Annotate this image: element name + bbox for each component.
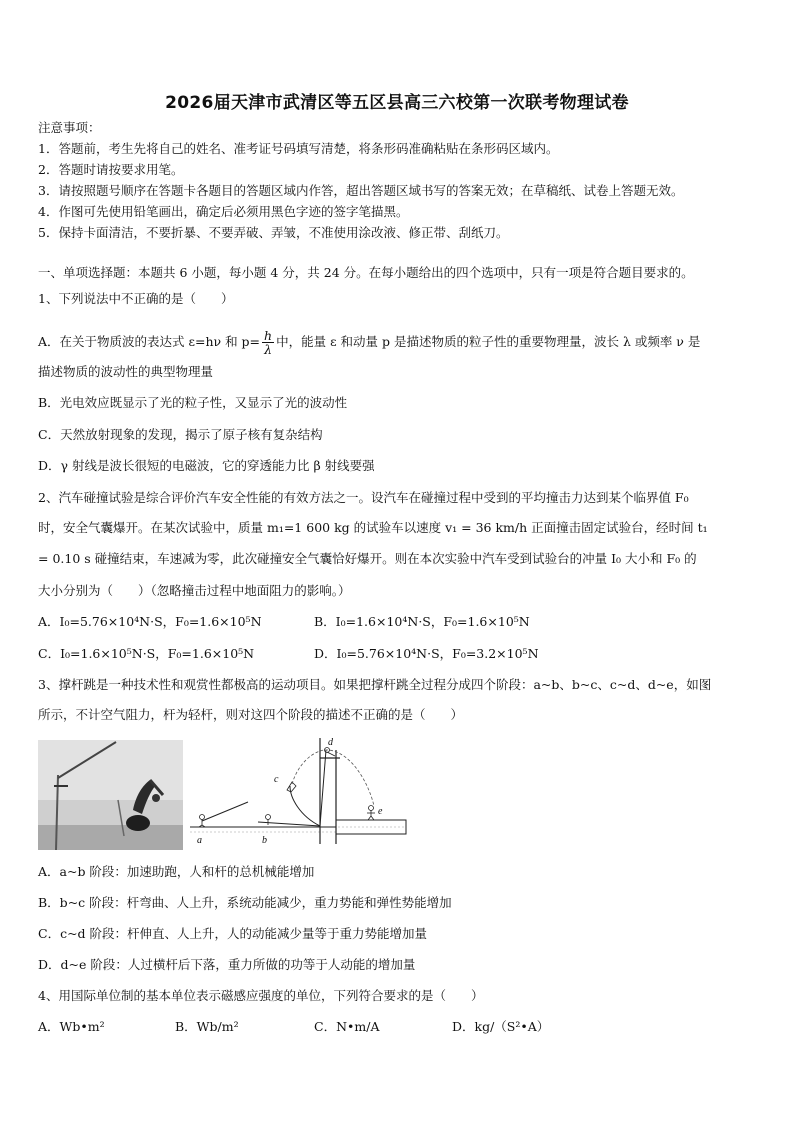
question-4-option-b: B．Wb/m²	[175, 1019, 239, 1034]
option-a-text-pre: A．在关于物质波的表达式 ε=hν 和 p=	[38, 334, 261, 349]
notice-item: 3．请按照题号顺序在答题卡各题目的答题区域内作答，超出答题区域书写的答案无效；在草稿纸、试卷上答题无效。	[38, 183, 684, 198]
question-2-line: 大小分别为（ ）（忽略撞击过程中地面阻力的影响。）	[38, 583, 351, 598]
question-3-option-b: B．b~c 阶段：杆弯曲、人上升，系统动能减少，重力势能和弹性势能增加	[38, 895, 452, 910]
diagram-label-c: c	[274, 774, 279, 785]
diagram-label-b: b	[262, 835, 267, 846]
notice-item: 2．答题时请按要求用笔。	[38, 162, 184, 177]
pole-vault-diagram	[188, 736, 418, 854]
option-a-text-post: 中，能量 ε 和动量 p 是描述物质的粒子性的重要物理量，波长 λ 或频率 ν 是	[276, 334, 701, 349]
question-3-option-a: A．a~b 阶段：加速助跑，人和杆的总机械能增加	[38, 864, 315, 879]
notice-item: 1．答题前，考生先将自己的姓名、准考证号码填写清楚，将条形码准确粘贴在条形码区域内。	[38, 141, 559, 156]
notice-heading: 注意事项：	[38, 120, 101, 135]
question-1-option-b: B．光电效应既显示了光的粒子性，又显示了光的波动性	[38, 395, 348, 410]
question-1-option-a	[38, 329, 700, 356]
pole-vault-photo-graphic	[38, 740, 183, 850]
question-2-option-b: B．I₀=1.6×10⁴N·S，F₀=1.6×10⁵N	[314, 614, 530, 629]
notice-item: 4．作图可先使用铅笔画出，确定后必须用黑色字迹的签字笔描黑。	[38, 204, 409, 219]
diagram-label-d: d	[328, 737, 333, 748]
question-2-option-a: A．I₀=5.76×10⁴N·S，F₀=1.6×10⁵N	[38, 614, 262, 629]
diagram-label-a: a	[197, 835, 202, 846]
question-3-line: 所示，不计空气阻力，杆为轻杆，则对这四个阶段的描述不正确的是（ ）	[38, 707, 464, 722]
question-4-stem: 4、用国际单位制的基本单位表示磁感应强度的单位，下列符合要求的是（ ）	[38, 988, 484, 1003]
page-title: 2026届天津市武清区等五区县高三六校第一次联考物理试卷	[165, 93, 629, 113]
question-3-option-d: D．d~e 阶段：人过横杆后下落，重力所做的功等于人动能的增加量	[38, 957, 416, 972]
fraction	[262, 329, 274, 356]
fraction-denominator: λ	[264, 342, 273, 357]
question-1-option-d: D．γ 射线是波长很短的电磁波，它的穿透能力比 β 射线要强	[38, 458, 375, 473]
pole-vault-photo	[38, 740, 183, 850]
question-3-line: 3、撑杆跳是一种技术性和观赏性都极高的运动项目。如果把撑杆跳全过程分成四个阶段：a~b、b~c、c~d、d~e，如图	[38, 677, 712, 692]
diagram-label-e: e	[378, 806, 383, 817]
question-2-line: 2、汽车碰撞试验是综合评价汽车安全性能的有效方法之一。设汽车在碰撞过程中受到的平均撞击力达到某个临界值 F₀	[38, 490, 689, 505]
pole-vault-diagram-graphic	[188, 736, 418, 854]
question-2-option-d: D．I₀=5.76×10⁴N·S，F₀=3.2×10⁵N	[314, 646, 539, 661]
question-1-option-a-cont: 描述物质的波动性的典型物理量	[38, 364, 214, 379]
fraction-numerator: h	[264, 328, 273, 343]
question-2-line: = 0.10 s 碰撞结束，车速减为零，此次碰撞安全气囊恰好爆开。则在本次实验中汽车受到试验台的冲量 I₀ 大小和 F₀ 的	[38, 551, 697, 566]
question-3-option-c: C．c~d 阶段：杆伸直、人上升，人的动能减少量等于重力势能增加量	[38, 926, 428, 941]
notice-item: 5．保持卡面清洁，不要折暴、不要弄破、弄皱，不准使用涂改液、修正带、刮纸刀。	[38, 225, 509, 240]
question-2-option-c: C．I₀=1.6×10⁵N·S，F₀=1.6×10⁵N	[38, 646, 255, 661]
section-heading: 一、单项选择题：本题共 6 小题，每小题 4 分，共 24 分。在每小题给出的四个选项中，只有一项是符合题目要求的。	[38, 265, 694, 280]
question-4-option-a: A．Wb•m²	[38, 1019, 105, 1034]
question-1-stem: 1、下列说法中不正确的是（ ）	[38, 291, 234, 306]
question-1-option-c: C．天然放射现象的发现，揭示了原子核有复杂结构	[38, 427, 323, 442]
question-2-line: 时，安全气囊爆开。在某次试验中，质量 m₁=1 600 kg 的试验车以速度 v₁ = 36 km/h 正面撞击固定试验台，经时间 t₁	[38, 520, 708, 535]
question-4-option-c: C．N•m/A	[314, 1019, 380, 1034]
question-4-option-d: D．kg/（S²•A）	[452, 1019, 550, 1034]
